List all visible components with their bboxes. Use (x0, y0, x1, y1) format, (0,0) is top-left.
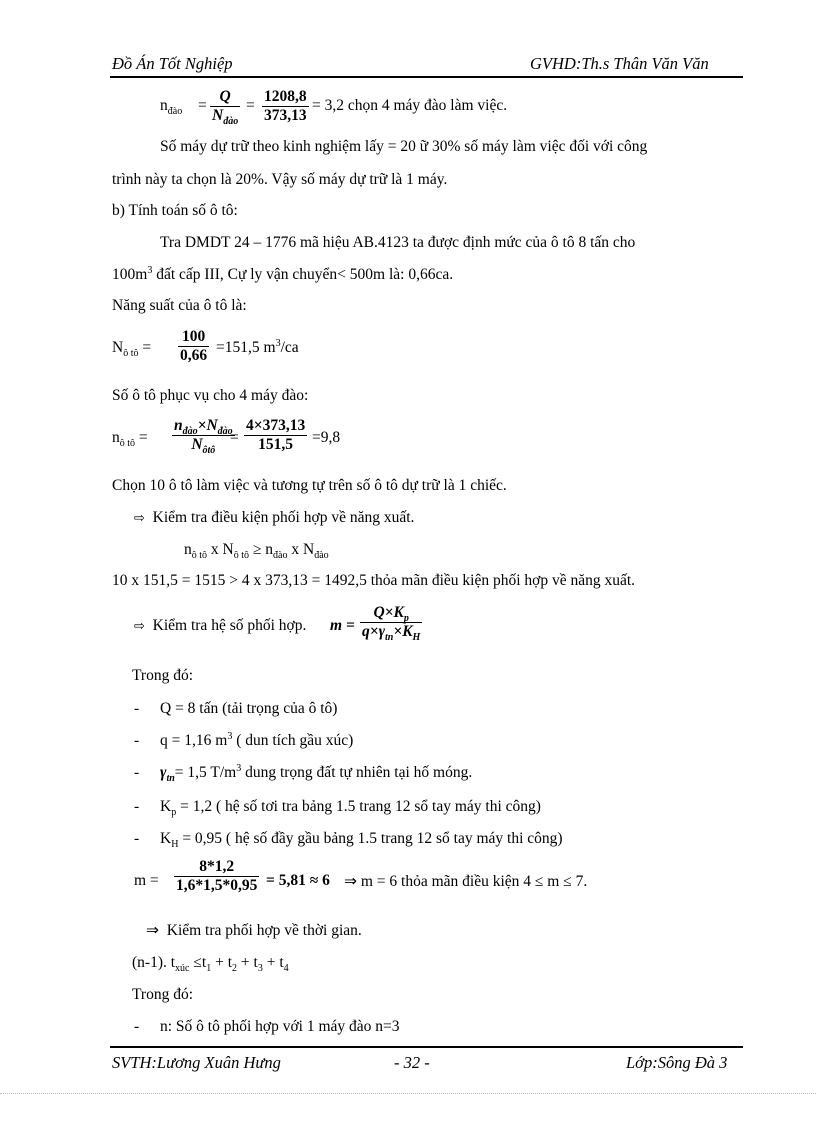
header-rule (110, 76, 743, 78)
section-heading: b) Tính toán số ô tô: (112, 202, 238, 219)
paragraph: Tra DMDT 24 – 1776 mã hiệu AB.4123 ta được định mức của ô tô 8 tấn cho (160, 234, 636, 251)
check-line: ⇨ Kiểm tra điều kiện phối hợp về năng xuất. (134, 509, 415, 526)
footer-rule (110, 1046, 743, 1048)
where-label: Trong đó: (132, 667, 194, 684)
time-inequality: (n-1). $t_{xúc} \le t_1 + t_2 + t_3 + t_4$ (132, 954, 289, 974)
header-left: Đồ Án Tốt Nghiệp (112, 54, 233, 73)
check-line: ⇨ Kiểm tra hệ số phối hợp. m = $Q\times K_p$ $q\times\gamma_{tn}\times K_H$ (134, 604, 421, 643)
arrow-icon: ⇨ (134, 619, 145, 634)
paragraph: $100m^3$ đất cấp III, Cự ly vận chuyển< 500m là: 0,66ca. (112, 265, 454, 283)
footer-right: Lớp:Sông Đà 3 (626, 1053, 728, 1072)
paragraph: Chọn 10 ô tô làm việc và tương tự trên số ô tô dự trữ là 1 chiếc. (112, 477, 507, 494)
list-item: - q = 1,16 $m^3$ ( dun tích gầu xúc) (134, 731, 354, 749)
arrow-icon: ⇒ (146, 922, 159, 939)
check-line: ⇒ Kiểm tra phối hợp về thời gian. (146, 922, 362, 939)
paragraph: Số máy dự trữ theo kinh nghiệm lấy = 20 ữ 30% số máy làm việc đối với công (160, 138, 648, 155)
list-item: - Q = 8 tấn (tải trọng của ô tô) (134, 700, 338, 717)
where-label: Trong đó: (132, 986, 194, 1003)
list-item: - $\gamma_{tn}= 1,5$ $T/m^3$ dung trọng đất tự nhiên tại hố móng. (134, 763, 473, 784)
paragraph: Năng suất của ô tô là: (112, 297, 247, 314)
inequality: $n_{ô tô}$ x $N_{ô tô} \ge n_{đào}$ x $N_{đào}$ (184, 541, 329, 561)
page-number: - 32 - (394, 1053, 430, 1072)
paragraph: trình này ta chọn là 20%. Vậy số máy dự trữ là 1 máy. (112, 171, 448, 188)
list-item: - n: Số ô tô phối hợp với 1 máy đào n=3 (134, 1018, 400, 1035)
arrow-icon: ⇨ (134, 511, 145, 526)
footer-left: SVTH:Lương Xuân Hưng (112, 1053, 281, 1072)
equation-m: m = $\frac{8*1,2}{1,6*1,5*0,95}$ = 5,81 ≈ 6 ⇒ m = 6 thỏa mãn điều kiện 4 ≤ m ≤ 7. (134, 858, 588, 894)
paragraph: 10 x 151,5 = 1515 > 4 x 373,13 = 1492,5 thỏa mãn điều kiện phối hợp về năng xuất. (112, 572, 636, 589)
header-right: GVHD:Th.s Thân Văn Văn (530, 54, 709, 73)
paragraph: Số ô tô phục vụ cho 4 máy đào: (112, 387, 309, 404)
page-edge-divider (0, 1093, 816, 1094)
list-item: - $K_p = 1,2$ ( hệ số tơi tra bảng 1.5 trang 12 sổ tay máy thi công) (134, 798, 541, 818)
list-item: - $K_H = 0,95$ ( hệ số đầy gầu bảng 1.5 trang 12 sổ tay máy thi công) (134, 830, 563, 850)
